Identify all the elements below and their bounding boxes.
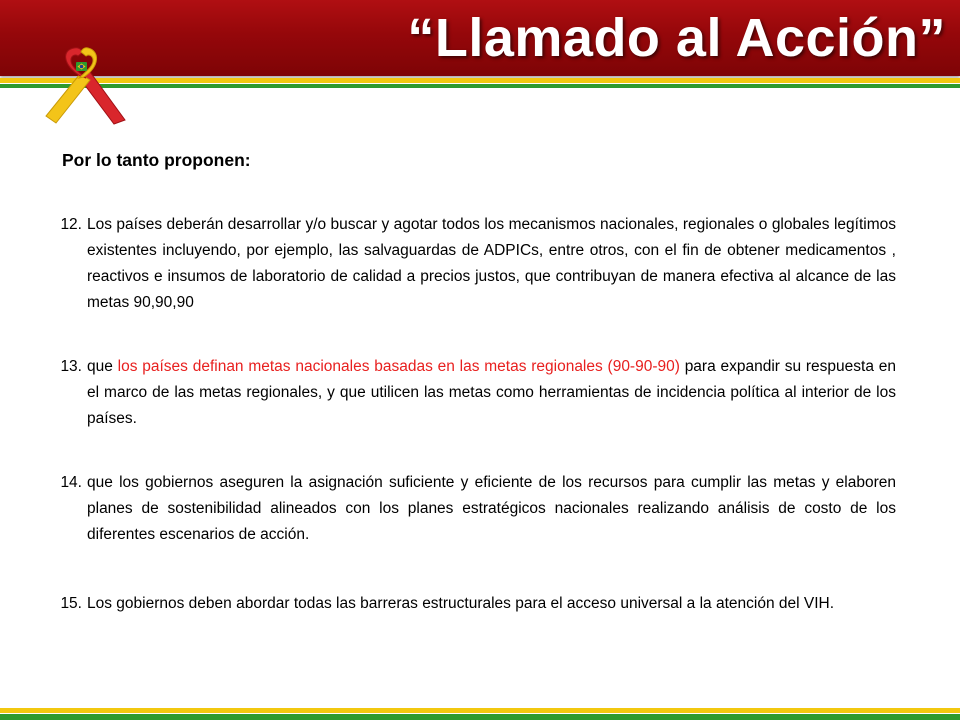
header-bar bbox=[0, 0, 960, 76]
subheading: Por lo tanto proponen: bbox=[62, 150, 251, 170]
header-stripe-green bbox=[0, 84, 960, 88]
item-text-start: que bbox=[87, 358, 118, 375]
footer-stripe-green bbox=[0, 714, 960, 720]
list-item bbox=[42, 212, 896, 316]
slide-title: “Llamado al Acción” bbox=[407, 8, 946, 68]
list-item bbox=[42, 588, 896, 619]
list-item bbox=[42, 354, 896, 432]
item-text: Los gobiernos deben abordar todas las barreras estructurales para el acceso universal a la atención del VIH. bbox=[87, 595, 835, 612]
item-text-end: para expandir su respuesta en el marco de las metas regionales, y que utilicen las metas como herramientas de incidencia política al interior de los países. bbox=[87, 358, 896, 427]
highlighted-text: los países definan metas nacionales basadas en las metas regionales (90-90-90) bbox=[117, 358, 680, 375]
aids-awareness-ribbon-icon bbox=[40, 46, 126, 126]
header-stripe-yellow bbox=[0, 78, 960, 83]
item-number: 14. bbox=[60, 474, 82, 491]
list-item bbox=[42, 470, 896, 548]
item-number: 12. bbox=[60, 216, 82, 233]
item-text: Los países deberán desarrollar y/o buscar y agotar todos los mecanismos nacionales, regionales o globales legítimos existentes incluyendo, por ejemplo, las salvaguardas de ADPICs, entre otros, con el fin de obtener medicamentos , reactivos e insumos de laboratorio de calidad a precios justos, que contribuyan de manera efectiva al alcance de las metas 90,90,90 bbox=[87, 216, 896, 311]
footer-stripe-yellow bbox=[0, 708, 960, 713]
item-text: que los gobiernos aseguren la asignación suficiente y eficiente de los recursos para cumplir las metas y elaboren planes de sostenibilidad alineados con los planes estratégicos nacionales realizando análisis de costo de los diferentes escenarios de acción. bbox=[87, 474, 896, 543]
proposal-list bbox=[42, 212, 896, 619]
item-number: 13. bbox=[60, 358, 82, 375]
item-number: 15. bbox=[60, 595, 82, 612]
